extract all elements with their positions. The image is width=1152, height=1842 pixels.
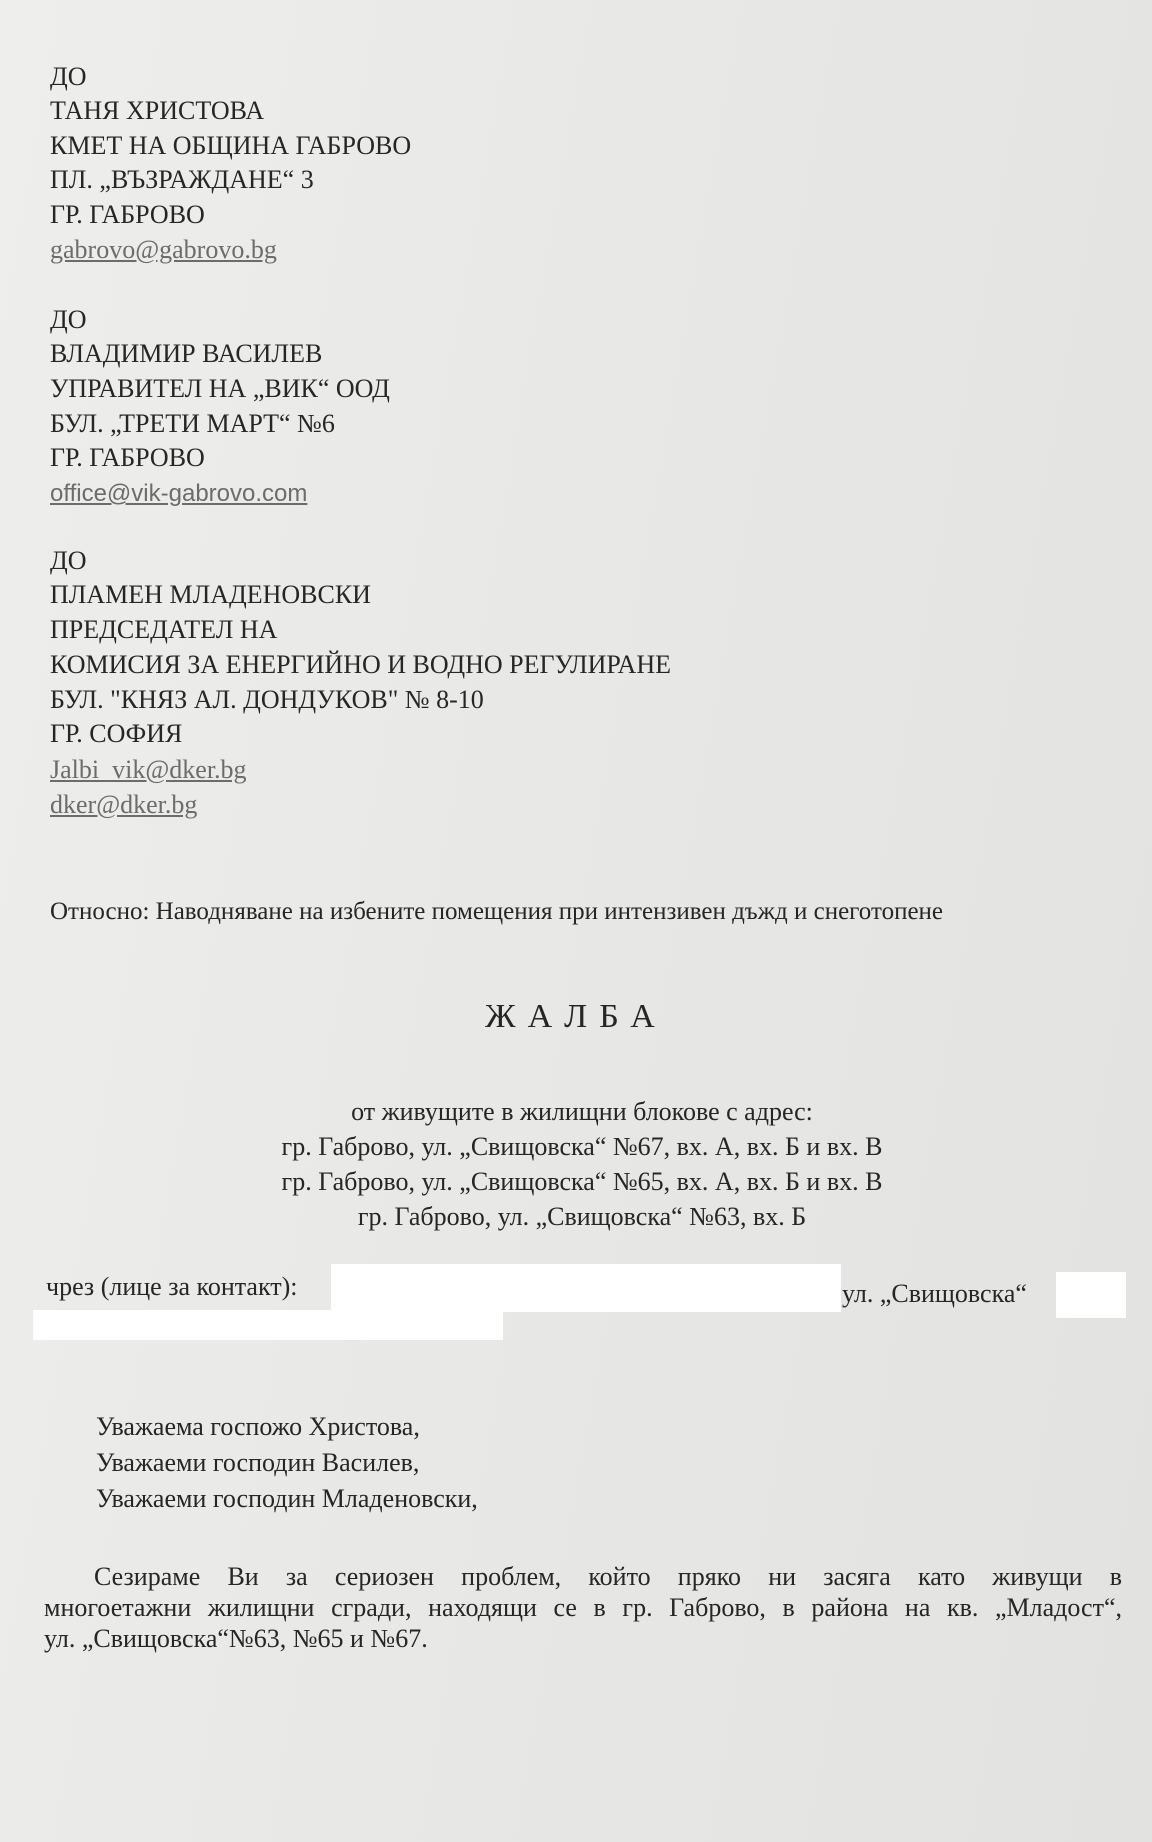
from-line-3: гр. Габрово, ул. „Свищовска“ №65, вх. А, вх. Б и вх. В: [281, 1167, 883, 1196]
body-paragraph: [44, 1562, 1122, 1654]
recipient-2-city: ГР. ГАБРОВО: [50, 443, 205, 472]
recipient-3-city: ГР. СОФИЯ: [50, 719, 183, 748]
subject-line: Относно: Наводняване на избените помещения при интензивен дъжд и снеготопене: [50, 898, 944, 925]
recipient-3-organization: КОМИСИЯ ЗА ЕНЕРГИЙНО И ВОДНО РЕГУЛИРАНЕ: [50, 650, 671, 679]
document-title: ЖАЛБА: [485, 998, 667, 1035]
from-line-2: гр. Габрово, ул. „Свищовска“ №67, вх. А, вх. Б и вх. В: [281, 1132, 883, 1161]
from-line-1: от живущите в жилищни блокове с адрес:: [351, 1097, 813, 1126]
redaction-box: [331, 1264, 841, 1312]
recipient-1-email-link[interactable]: gabrovo@gabrovo.bg: [50, 235, 277, 264]
greeting-3: Уважаеми господин Младеновски,: [96, 1484, 478, 1513]
body-line-3: ул. „Свищовска“№63, №65 и №67.: [44, 1624, 428, 1653]
recipient-3-address: БУЛ. "КНЯЗ АЛ. ДОНДУКОВ" № 8-10: [50, 685, 484, 714]
recipient-2-address: БУЛ. „ТРЕТИ МАРТ“ №6: [50, 409, 335, 438]
recipient-3-email-link[interactable]: Jalbi_vik@dker.bg: [50, 755, 247, 784]
recipient-3-name: ПЛАМЕН МЛАДЕНОВСКИ: [50, 580, 371, 609]
greeting-2: Уважаеми господин Василев,: [96, 1448, 420, 1477]
redaction-box: [1056, 1272, 1126, 1318]
recipient-1-city: ГР. ГАБРОВО: [50, 200, 205, 229]
redaction-box: [33, 1310, 503, 1340]
recipient-3-to: ДО: [50, 546, 87, 575]
recipient-1-name: ТАНЯ ХРИСТОВА: [50, 96, 265, 125]
recipient-3-email2-link[interactable]: dker@dker.bg: [50, 790, 198, 819]
contact-street: ул. „Свищовска“: [842, 1279, 1027, 1308]
recipient-2-position: УПРАВИТЕЛ НА „ВИК“ ООД: [50, 374, 390, 403]
body-line-2: многоетажни жилищни сгради, находящи се в гр. Габрово, в района на кв. „Младост“,: [44, 1593, 1122, 1622]
body-line-1: Сезираме Ви за сериозен проблем, който пряко ни засяга като живущи в: [94, 1562, 1122, 1591]
recipient-1-to: ДО: [50, 62, 87, 91]
recipient-2-email-link[interactable]: office@vik-gabrovo.com: [50, 480, 308, 507]
contact-label: чрез (лице за контакт):: [46, 1272, 298, 1301]
recipient-1-position: КМЕТ НА ОБЩИНА ГАБРОВО: [50, 131, 412, 160]
recipient-2-to: ДО: [50, 305, 87, 334]
recipient-1-address: ПЛ. „ВЪЗРАЖДАНЕ“ 3: [50, 165, 314, 194]
from-line-4: гр. Габрово, ул. „Свищовска“ №63, вх. Б: [357, 1202, 807, 1231]
recipient-3-position: ПРЕДСЕДАТЕЛ НА: [50, 615, 278, 644]
recipient-2-name: ВЛАДИМИР ВАСИЛЕВ: [50, 339, 323, 368]
greeting-1: Уважаема госпожо Христова,: [96, 1412, 420, 1441]
